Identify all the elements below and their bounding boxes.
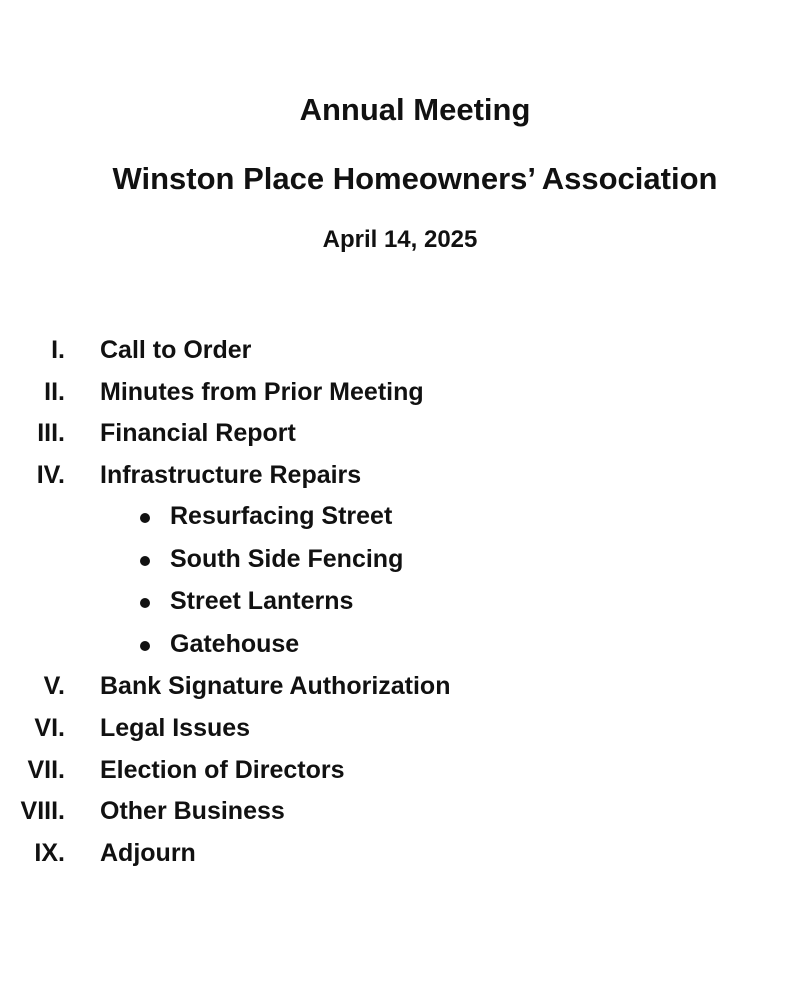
agenda-item-text: Legal Issues <box>100 713 251 742</box>
agenda-numeral: I. <box>51 336 65 364</box>
agenda-item-text: Adjourn <box>100 838 196 867</box>
agenda-item <box>0 756 800 798</box>
agenda-item <box>0 336 800 378</box>
agenda-sub-item-text: South Side Fencing <box>170 544 404 573</box>
agenda-item-text: Bank Signature Authorization <box>100 672 451 701</box>
agenda-numeral: VI. <box>34 713 65 742</box>
agenda-sub-item <box>0 545 800 588</box>
agenda-numeral: IV. <box>36 460 65 489</box>
agenda-item <box>0 672 800 714</box>
agenda-item <box>0 419 800 461</box>
agenda-item <box>0 461 800 503</box>
agenda-item-text: Minutes from Prior Meeting <box>100 377 424 406</box>
agenda-sub-item-text: Gatehouse <box>170 629 300 658</box>
agenda-item <box>0 839 800 881</box>
agenda-numeral: III. <box>37 419 65 448</box>
agenda-item-text: Call to Order <box>100 336 252 364</box>
agenda-item-text: Election of Directors <box>100 755 345 784</box>
agenda-numeral: V. <box>43 672 65 701</box>
agenda-sub-item-text: Street Lanterns <box>170 587 354 616</box>
agenda-sub-item-text: Resurfacing Street <box>170 502 393 531</box>
meeting-date: April 14, 2025 <box>322 226 478 253</box>
agenda-sub-item <box>0 502 800 545</box>
agenda-numeral: II. <box>44 377 65 406</box>
agenda-item-text: Other Business <box>100 797 285 826</box>
document-title: Annual Meeting <box>299 92 531 127</box>
agenda-numeral: VIII. <box>20 797 65 826</box>
agenda-item <box>0 714 800 756</box>
organization-name: Winston Place Homeowners’ Association <box>112 161 718 196</box>
agenda-numeral: VII. <box>27 755 65 784</box>
agenda-item-text: Financial Report <box>100 419 296 448</box>
agenda-item-text: Infrastructure Repairs <box>100 460 362 489</box>
bullet-icon <box>140 556 150 566</box>
agenda-sub-item <box>0 630 800 673</box>
agenda-item <box>0 797 800 839</box>
agenda-item <box>0 378 800 420</box>
bullet-icon <box>140 598 150 608</box>
agenda-numeral: IX. <box>34 838 65 867</box>
bullet-icon <box>140 513 150 523</box>
bullet-icon <box>140 641 150 651</box>
agenda-sub-item <box>0 587 800 630</box>
agenda-list <box>0 336 800 880</box>
